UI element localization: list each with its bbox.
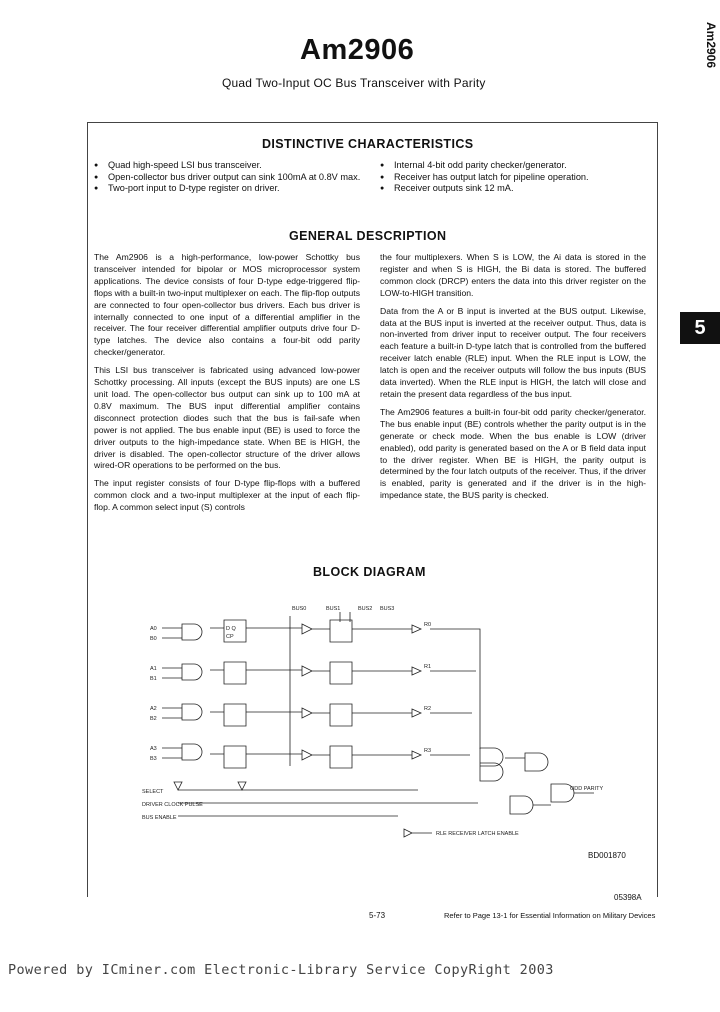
input-label: A2 [150,706,157,712]
input-label: B0 [150,636,157,642]
list-item: ● Receiver has output latch for pipeline operation. [380,172,640,184]
paragraph: This LSI bus transceiver is fabricated using advanced low-power Schottky processing. All inputs (except the BUS inputs) are one LS unit load. The open-collector bus output can sink up to 100 mA at 0.8V maximum. The BUS input differential amplifier contains disconnect protection diodes such that the bus is fail-safe when power is not applied. The bus enable input (BE) is used to force the driver outputs to the high-impedance state. When BE is HIGH, the driver is disabled. The open-collector structure of the driver allows wired-OR operations to be performed on the bus. [94,365,360,471]
paragraph: the four multiplexers. When S is LOW, the Ai data is stored in the register and when S is HIGH, the Bi data is stored. The buffered common clock (DRCP) enters the data into this driver register on the LOW-to-HIGH transition. [380,252,646,298]
diagram-code: BD001870 [588,851,626,860]
drcp-label: DRIVER CLOCK PULSE [142,802,203,808]
block-diagram-heading: BLOCK DIAGRAM [313,565,426,579]
be-label: BUS ENABLE [142,815,177,821]
page-number: 5-73 [369,911,386,920]
input-label: B1 [150,676,157,682]
general-heading: GENERAL DESCRIPTION [289,229,447,243]
paragraph: The Am2906 is a high-performance, low-power Schottky bus transceiver intended for bipolar or MOS microprocessor system applications. The device consists of four D-type edge-triggered flip-flops with a built-in two-input multiplexer on each. The flip-flop outputs are connected to four open-collector bus drivers. Each bus driver is internally connected to one input of a differential amplifier in the receiver. The four receiver differential amplifier outputs drive four D-type latches. The device also contains a four-bit odd parity checker/generator. [94,252,360,358]
rle-label: RLE RECEIVER LATCH ENABLE [436,831,519,837]
doc-code: 05398A [614,893,642,902]
output-label: R0 [424,622,432,628]
footer-note: Refer to Page 13-1 for Essential Information on Military Devices [444,911,656,920]
paragraph: The Am2906 features a built-in four-bit odd parity checker/generator. The bus enable input (BE) controls whether the parity output is in the generate or check mode. When the bus enable is LOW (driver enabled), odd parity is generated based on the A or B field data input to the driver register. When BE is HIGH, the parity output is determined by the four latch outputs of the receiver. Thus, if the driver is enabled, parity is generated and if the driver is in the high-impedance state, the BUS parity is checked. [380,406,646,501]
cp-label: CP [226,634,234,640]
input-label: A3 [150,746,157,752]
list-item: ● Internal 4-bit odd parity checker/generator. [380,160,640,172]
select-label: SELECT [142,789,164,795]
bus-label: BUS2 [358,606,373,612]
list-item: ● Two-port input to D-type register on driver. [94,183,364,195]
general-column-left [94,252,360,520]
distinctive-heading: DISTINCTIVE CHARACTERISTICS [262,137,474,151]
output-label: R2 [424,706,432,712]
paragraph: Data from the A or B input is inverted at the BUS output. Likewise, data at the BUS input is inverted at the receiver output. Thus, data is non-inverted from driver input to receiver output. The four receivers each feature a built-in D-type latch that is controlled from the buffered receiver latch enable (RLE) input. When the RLE input is LOW, the latch is open and the receiver outputs will follow the bus inputs (BUS data inverted). When the RLE input is HIGH, the latch will close and retain the present data regardless of the bus input. [380,305,646,399]
powered-by-banner: Powered by ICminer.com Electronic-Library Service CopyRight 2003 [8,962,554,978]
page-subtitle: Quad Two-Input OC Bus Transceiver with Parity [222,76,486,90]
distinctive-list-right [380,160,640,195]
list-item: ● Open-collector bus driver output can sink 100mA at 0.8V max. [94,172,364,184]
side-tab: Am2906 [704,22,718,69]
parity-label: ODD PARITY [570,786,604,792]
bus-label: BUS1 [326,606,341,612]
bus-label: BUS0 [292,606,307,612]
section-badge: 5 [680,312,720,344]
input-label: B2 [150,716,157,722]
list-item: ● Quad high-speed LSI bus transceiver. [94,160,364,172]
page-title: Am2906 [300,34,415,66]
paragraph: The input register consists of four D-type flip-flops with a buffered common clock and a two-input multiplexer at the input of each flip-flop. A common select input (S) controls [94,478,360,513]
list-item: ● Receiver outputs sink 12 mA. [380,183,640,195]
bus-label: BUS3 [380,606,395,612]
general-column-right [380,252,646,508]
output-label: R3 [424,748,432,754]
distinctive-list-left [94,160,364,195]
input-label: A0 [150,626,157,632]
input-label: B3 [150,756,157,762]
block-diagram [140,598,610,848]
ff-label: D Q [226,626,236,632]
output-label: R1 [424,664,432,670]
input-label: A1 [150,666,157,672]
